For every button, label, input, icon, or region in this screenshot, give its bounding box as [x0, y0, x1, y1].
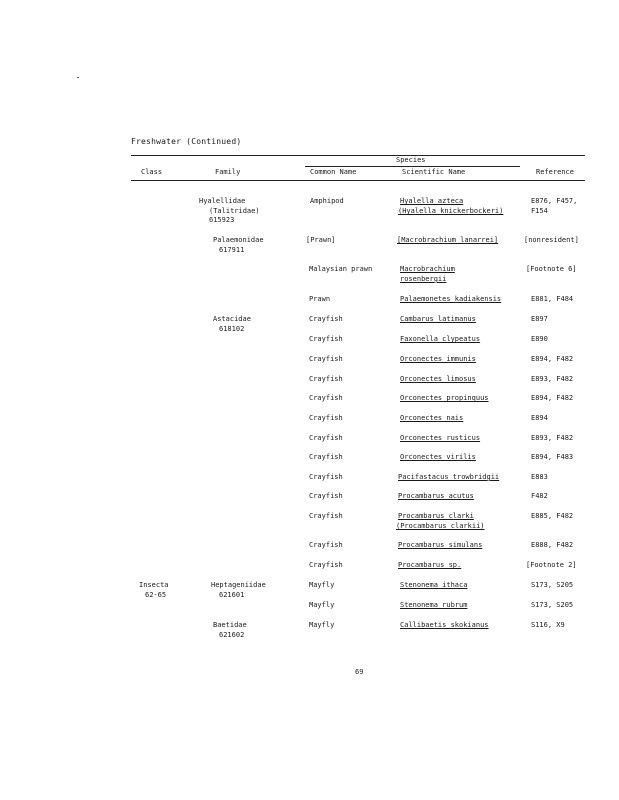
common-name-cell: Mayfly	[309, 581, 335, 589]
scientific-name-cell: Procambarus clarki	[398, 512, 474, 520]
common-name-cell: Crayfish	[309, 355, 343, 363]
reference-cell: E893, F482	[531, 375, 574, 383]
class-code-cell: 62-65	[145, 591, 167, 599]
reference-cell: E876, F457,	[531, 197, 578, 205]
scientific-name-cell: Cambarus latimanus	[400, 315, 476, 323]
scientific-name-column-header: Scientific Name	[402, 168, 466, 176]
scientific-name-cell: Palaemonetes kadiakensis	[400, 295, 502, 303]
common-name-cell: Crayfish	[309, 315, 343, 323]
common-name-cell: Crayfish	[309, 561, 343, 569]
species-group-header: Species	[396, 156, 426, 164]
scan-speck	[77, 77, 79, 78]
family-code-cell: 617911	[219, 246, 245, 254]
reference-cell: S173, S205	[531, 581, 574, 589]
scientific-name-cell: Macrobrachium	[400, 265, 455, 273]
family-cell: Hyalellidae	[199, 197, 246, 205]
scientific-name-cell: Orconectes virilis	[400, 453, 476, 461]
family-cell: Astacidae	[213, 315, 251, 323]
common-name-cell: Malaysian prawn	[309, 265, 373, 273]
common-name-cell: Crayfish	[309, 512, 343, 520]
reference-cell: E897	[531, 315, 548, 323]
common-name-cell: Crayfish	[309, 394, 343, 402]
common-name-column-header: Common Name	[310, 168, 357, 176]
common-name-cell: Crayfish	[309, 453, 343, 461]
reference-cell: E885, F482	[531, 512, 574, 520]
common-name-cell: Crayfish	[309, 473, 343, 481]
reference-cell: [Footnote 6]	[526, 265, 577, 273]
scientific-name-cell: Orconectes propinquus	[400, 394, 489, 402]
reference-cell: S173, S205	[531, 601, 574, 609]
common-name-cell: [Prawn]	[306, 236, 336, 244]
family-cell: Baetidae	[213, 621, 247, 629]
species-rule	[305, 166, 520, 167]
common-name-cell: Crayfish	[309, 414, 343, 422]
family-code-cell: 621602	[219, 631, 245, 639]
reference-cell: E883	[531, 473, 548, 481]
class-column-header: Class	[141, 168, 163, 176]
scientific-name-cell: Pacifastacus trowbridgii	[398, 473, 500, 481]
family-cell: Palaemonidae	[213, 236, 264, 244]
common-name-cell: Mayfly	[309, 621, 335, 629]
common-name-cell: Amphipod	[310, 197, 344, 205]
reference-cell: F482	[531, 492, 548, 500]
reference-cell: E881, F484	[531, 295, 574, 303]
scientific-name-cell: Procambarus simulans	[398, 541, 483, 549]
family-code-cell: 618102	[219, 325, 245, 333]
common-name-cell: Crayfish	[309, 541, 343, 549]
scientific-name-cell: (Hyalella knickerbockeri)	[398, 207, 504, 215]
reference-cell: E894, F482	[531, 394, 574, 402]
scientific-name-cell: Orconectes nais	[400, 414, 464, 422]
common-name-cell: Prawn	[309, 295, 331, 303]
scientific-name-cell: Callibaetis skokianus	[400, 621, 489, 629]
common-name-cell: Crayfish	[309, 492, 343, 500]
reference-cell: S116, X9	[531, 621, 565, 629]
top-rule	[131, 155, 585, 156]
scientific-name-cell: (Procambarus clarkii)	[396, 522, 485, 530]
reference-cell: E888, F482	[531, 541, 574, 549]
common-name-cell: Crayfish	[309, 375, 343, 383]
family-cell: Heptageniidae	[211, 581, 266, 589]
reference-cell: E894, F483	[531, 453, 574, 461]
scientific-name-cell: Orconectes rusticus	[400, 434, 481, 442]
scientific-name-cell: [Macrobrachium lanarrei]	[397, 236, 499, 244]
page-number: 69	[355, 668, 364, 676]
scientific-name-cell: Stenonema ithaca	[400, 581, 468, 589]
reference-column-header: Reference	[536, 168, 574, 176]
common-name-cell: Crayfish	[309, 335, 343, 343]
scientific-name-cell: Stenonema rubrum	[400, 601, 468, 609]
scientific-name-cell: Procambarus sp.	[398, 561, 462, 569]
common-name-cell: Crayfish	[309, 434, 343, 442]
table-heading: Freshwater (Continued)	[131, 137, 242, 146]
class-cell: Insecta	[139, 581, 169, 589]
family-code-cell: 621601	[219, 591, 245, 599]
family-cell: (Talitridae)	[209, 207, 260, 215]
scientific-name-cell: Orconectes limosus	[400, 375, 476, 383]
scientific-name-cell: rosenbergii	[400, 275, 447, 283]
scientific-name-cell: Orconectes immunis	[400, 355, 476, 363]
reference-cell: F154	[531, 207, 548, 215]
reference-cell: E894	[531, 414, 548, 422]
reference-cell: E893, F482	[531, 434, 574, 442]
reference-cell: [nonresident]	[524, 236, 579, 244]
reference-cell: E894, F482	[531, 355, 574, 363]
common-name-cell: Mayfly	[309, 601, 335, 609]
family-code-cell: 615923	[209, 216, 235, 224]
scientific-name-cell: Hyalella azteca	[400, 197, 464, 205]
family-column-header: Family	[215, 168, 241, 176]
header-bottom-rule	[131, 180, 585, 181]
reference-cell: [Footnote 2]	[526, 561, 577, 569]
reference-cell: E890	[531, 335, 548, 343]
scientific-name-cell: Procambarus acutus	[398, 492, 474, 500]
scientific-name-cell: Faxonella clypeatus	[400, 335, 481, 343]
